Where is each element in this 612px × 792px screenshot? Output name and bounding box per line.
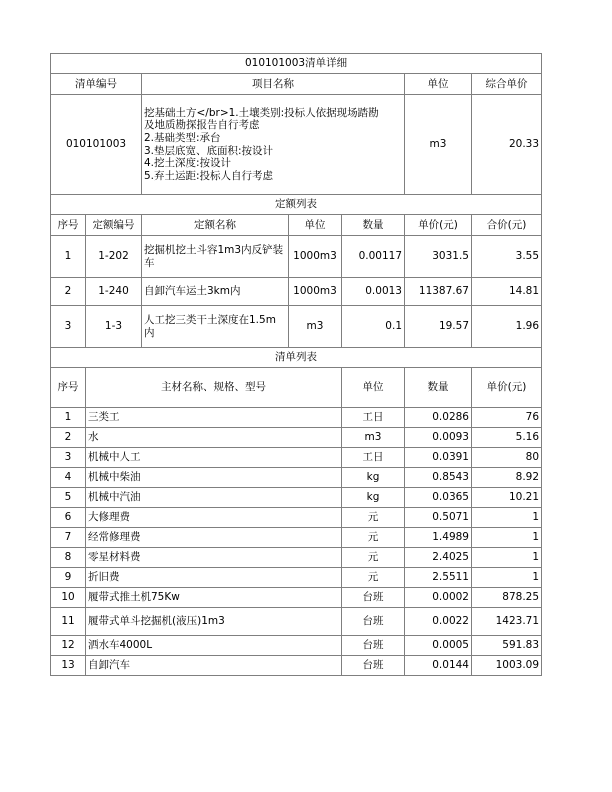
quota-header-row: [51, 215, 542, 236]
list-unit: 元: [342, 548, 405, 568]
list-no: 5: [51, 488, 86, 508]
list-qty: 0.0365: [405, 488, 472, 508]
list-unit: 元: [342, 508, 405, 528]
list-price: 1003.09: [472, 656, 542, 676]
list-section-title: 清单列表: [51, 348, 542, 368]
list-qty: 0.0391: [405, 448, 472, 468]
list-no: 4: [51, 468, 86, 488]
quota-qty: 0.1: [342, 306, 405, 348]
list-price: 1423.71: [472, 608, 542, 636]
list-name: 折旧费: [86, 568, 342, 588]
list-row: [51, 488, 542, 508]
header-item-name: 项目名称: [142, 74, 405, 95]
list-no: 1: [51, 408, 86, 428]
list-qty: 2.4025: [405, 548, 472, 568]
item-description: [142, 95, 405, 195]
list-header-cell: 序号: [51, 368, 86, 408]
list-price: 1: [472, 528, 542, 548]
list-row: [51, 568, 542, 588]
list-unit: 台班: [342, 608, 405, 636]
list-unit: 台班: [342, 636, 405, 656]
list-unit: kg: [342, 468, 405, 488]
list-name: 机械中柴油: [86, 468, 342, 488]
item-desc-line: 5.弃土运距:投标人自行考虑: [144, 169, 274, 182]
quota-unit: 1000m3: [289, 278, 342, 306]
quota-name: 自卸汽车运土3km内: [142, 278, 289, 306]
item-desc-line: 2.基础类型:承台: [144, 131, 221, 144]
list-unit: 工日: [342, 448, 405, 468]
quota-unit: m3: [289, 306, 342, 348]
list-name: 零星材料费: [86, 548, 342, 568]
list-no: 2: [51, 428, 86, 448]
quota-price: 3031.5: [405, 236, 472, 278]
list-row: [51, 548, 542, 568]
quota-unit: 1000m3: [289, 236, 342, 278]
list-no: 3: [51, 448, 86, 468]
list-name: 机械中汽油: [86, 488, 342, 508]
list-price: 80: [472, 448, 542, 468]
quota-row: [51, 278, 542, 306]
list-price: 1: [472, 548, 542, 568]
list-name: 机械中人工: [86, 448, 342, 468]
list-no: 13: [51, 656, 86, 676]
list-no: 10: [51, 588, 86, 608]
header-item-unit: 单位: [405, 74, 472, 95]
item-unit: m3: [405, 95, 472, 195]
list-no: 11: [51, 608, 86, 636]
list-name: 履带式推土机75Kw: [86, 588, 342, 608]
quota-header-cell: 定额名称: [142, 215, 289, 236]
list-price: 591.83: [472, 636, 542, 656]
list-price: 5.16: [472, 428, 542, 448]
list-header-row: [51, 368, 542, 408]
list-qty: 0.0144: [405, 656, 472, 676]
item-price: 20.33: [472, 95, 542, 195]
list-price: 878.25: [472, 588, 542, 608]
list-qty: 0.0093: [405, 428, 472, 448]
list-unit: 元: [342, 528, 405, 548]
list-name: 三类工: [86, 408, 342, 428]
quota-header-cell: 序号: [51, 215, 86, 236]
list-qty: 1.4989: [405, 528, 472, 548]
list-row: [51, 636, 542, 656]
list-header-cell: 单位: [342, 368, 405, 408]
list-unit: m3: [342, 428, 405, 448]
quota-code: 1-240: [86, 278, 142, 306]
quota-no: 2: [51, 278, 86, 306]
list-price: 76: [472, 408, 542, 428]
list-unit: kg: [342, 488, 405, 508]
sheet-title: 010101003清单详细: [51, 54, 542, 74]
item-row: [51, 95, 542, 195]
list-unit: 台班: [342, 588, 405, 608]
quota-code: 1-202: [86, 236, 142, 278]
list-no: 8: [51, 548, 86, 568]
list-header-cell: 数量: [405, 368, 472, 408]
quota-header-cell: 数量: [342, 215, 405, 236]
list-row: [51, 508, 542, 528]
item-header-row: [51, 74, 542, 95]
list-unit: 元: [342, 568, 405, 588]
quota-name: 挖掘机挖土斗容1m3内反铲装车: [142, 236, 289, 278]
list-row: [51, 468, 542, 488]
quota-header-cell: 单位: [289, 215, 342, 236]
list-section: [51, 348, 542, 408]
item-desc-line: 挖基础土方</br>1.土壤类别:投标人依据现场踏勘: [144, 106, 379, 119]
quota-no: 3: [51, 306, 86, 348]
list-unit: 工日: [342, 408, 405, 428]
quota-total: 14.81: [472, 278, 542, 306]
quota-price: 11387.67: [405, 278, 472, 306]
list-row: [51, 608, 542, 636]
quota-no: 1: [51, 236, 86, 278]
quota-section: [51, 195, 542, 348]
list-qty: 0.0002: [405, 588, 472, 608]
list-qty: 2.5511: [405, 568, 472, 588]
list-price: 8.92: [472, 468, 542, 488]
quota-qty: 0.00117: [342, 236, 405, 278]
quota-header-cell: 单价(元): [405, 215, 472, 236]
list-qty: 0.0286: [405, 408, 472, 428]
quota-name: 人工挖三类干土深度在1.5m内: [142, 306, 289, 348]
list-no: 6: [51, 508, 86, 528]
list-unit: 台班: [342, 656, 405, 676]
list-no: 7: [51, 528, 86, 548]
list-name: 自卸汽车: [86, 656, 342, 676]
list-name: 洒水车4000L: [86, 636, 342, 656]
list-qty: 0.0022: [405, 608, 472, 636]
header-item-price: 综合单价: [472, 74, 542, 95]
list-name: 经常修理费: [86, 528, 342, 548]
list-name: 水: [86, 428, 342, 448]
item-section: [51, 54, 542, 195]
list-price: 1: [472, 568, 542, 588]
quota-row: [51, 306, 542, 348]
header-item-code: 清单编号: [51, 74, 142, 95]
list-row: [51, 656, 542, 676]
quota-total: 3.55: [472, 236, 542, 278]
quota-price: 19.57: [405, 306, 472, 348]
list-row: [51, 528, 542, 548]
quota-qty: 0.0013: [342, 278, 405, 306]
list-no: 9: [51, 568, 86, 588]
quota-header-cell: 定额编号: [86, 215, 142, 236]
quota-total: 1.96: [472, 306, 542, 348]
item-desc-line: 3.垫层底宽、底面积:按设计: [144, 144, 274, 157]
list-header-cell: 单价(元): [472, 368, 542, 408]
list-no: 12: [51, 636, 86, 656]
list-name: 履带式单斗挖掘机(液压)1m3: [86, 608, 342, 636]
list-header-cell: 主材名称、规格、型号: [86, 368, 342, 408]
list-row: [51, 588, 542, 608]
list-qty: 0.5071: [405, 508, 472, 528]
list-row: [51, 448, 542, 468]
list-qty: 0.8543: [405, 468, 472, 488]
quota-section-title: 定额列表: [51, 195, 542, 215]
bill-detail-table: [50, 53, 542, 676]
list-row: [51, 408, 542, 428]
item-code: 010101003: [51, 95, 142, 195]
bill-detail-sheet: [50, 53, 541, 676]
list-price: 10.21: [472, 488, 542, 508]
list-name: 大修理费: [86, 508, 342, 528]
quota-header-cell: 合价(元): [472, 215, 542, 236]
list-row: [51, 428, 542, 448]
item-desc-line: 及地质勘探报告自行考虑: [144, 119, 260, 132]
list-price: 1: [472, 508, 542, 528]
list-rows: [51, 408, 542, 676]
list-qty: 0.0005: [405, 636, 472, 656]
quota-code: 1-3: [86, 306, 142, 348]
quota-row: [51, 236, 542, 278]
item-desc-line: 4.挖土深度:按设计: [144, 157, 232, 170]
